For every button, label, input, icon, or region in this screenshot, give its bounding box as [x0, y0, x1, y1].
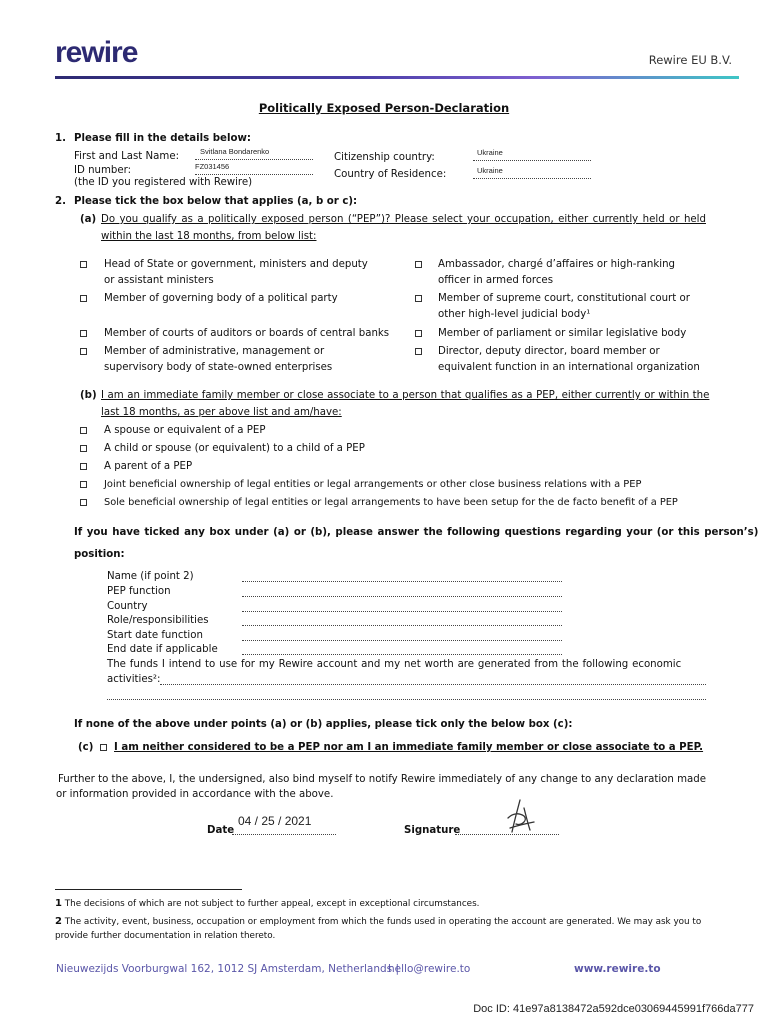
residence-label: Country of Residence:: [334, 169, 447, 180]
option-b-label: (b): [80, 390, 97, 401]
undertaking-line2: or information provided in accordance with the above.: [56, 789, 334, 800]
rewire-logo: rewire: [55, 36, 138, 69]
field-input[interactable]: [242, 570, 562, 582]
option-c-checkbox-icon[interactable]: [100, 744, 107, 751]
checkbox-icon[interactable]: [415, 348, 422, 355]
checkbox-icon[interactable]: [80, 295, 87, 302]
date-label: Date: [207, 825, 235, 836]
checkbox-icon[interactable]: [80, 261, 87, 268]
option-b-text-line1: I am an immediate family member or close associate to a person that qualifies as a PEP, either currently or within the: [101, 390, 710, 401]
date-value: 04 / 25 / 2021: [238, 814, 312, 828]
id-label: ID number:: [74, 165, 132, 176]
field-input[interactable]: [242, 643, 562, 655]
doc-id: Doc ID: 41e97a8138472a592dce03069445991f766da777: [473, 1003, 754, 1015]
checkbox-icon[interactable]: [80, 463, 87, 470]
option-b-text-line2: last 18 months, as per above list and am/have:: [101, 407, 342, 418]
checkbox-icon[interactable]: [80, 499, 87, 506]
field-label: Start date function: [107, 630, 203, 641]
date-field[interactable]: [232, 823, 336, 835]
residence-value: Ukraine: [477, 166, 503, 175]
funds-text-line1: The funds I intend to use for my Rewire account and my net worth are generated from the following economic: [107, 659, 682, 670]
id-value: FZ031456: [195, 162, 230, 171]
option-a-label: (a): [80, 214, 97, 225]
checkbox-icon[interactable]: [80, 481, 87, 488]
followup-heading-line2: position:: [74, 549, 125, 560]
field-label: Name (if point 2): [107, 571, 194, 582]
id-field[interactable]: [195, 163, 313, 175]
id-note: (the ID you registered with Rewire): [74, 177, 253, 188]
citizenship-label: Citizenship country:: [334, 152, 435, 163]
field-input[interactable]: [242, 629, 562, 641]
checkbox-icon[interactable]: [80, 445, 87, 452]
field-label: PEP function: [107, 586, 171, 597]
option-c-label: (c): [78, 742, 94, 753]
field-input[interactable]: [242, 614, 562, 626]
company-name: Rewire EU B.V.: [648, 53, 732, 67]
section2-heading: Please tick the box below that applies (a, b or c):: [74, 196, 358, 207]
signature-label: Signature: [404, 825, 461, 836]
section1-heading: Please fill in the details below:: [74, 133, 251, 144]
option-a-text-line1: Do you qualify as a politically exposed person (“PEP”)? Please select your occupation, either currently held or held: [101, 214, 706, 225]
footnote-1: 1 The decisions of which are not subject to further appeal, except in exceptional circumstances.: [55, 898, 480, 909]
checkbox-icon[interactable]: [415, 330, 422, 337]
citizenship-field[interactable]: [473, 149, 591, 161]
undertaking-line1: Further to the above, I, the undersigned, also bind myself to notify Rewire immediately of any change to any declaration made: [58, 774, 706, 785]
checkbox-icon[interactable]: [80, 348, 87, 355]
page-title: Politically Exposed Person-Declaration: [258, 101, 510, 115]
field-label: End date if applicable: [107, 644, 218, 655]
funds-text-line2: activities²:: [107, 674, 161, 685]
footnote-2: 2 The activity, event, business, occupation or employment from which the funds used in operating the account are generated. We may ask you to provide further documentation in relation thereto.: [55, 916, 702, 941]
name-label: First and Last Name:: [74, 151, 180, 162]
citizenship-value: Ukraine: [477, 148, 503, 157]
option-c-text: I am neither considered to be a PEP nor am I an immediate family member or close associate to a PEP.: [114, 742, 704, 753]
section2-number: 2.: [55, 196, 66, 207]
signature-icon: [502, 798, 538, 836]
footer-address: Nieuwezijds Voorburgwal 162, 1012 SJ Amsterdam, Netherlands |: [56, 963, 400, 975]
funds-input-line1[interactable]: [160, 673, 706, 685]
none-heading: If none of the above under points (a) or (b) applies, please tick only the below box (c):: [74, 719, 573, 730]
field-input[interactable]: [242, 600, 562, 612]
name-value: Svitlana Bondarenko: [200, 147, 270, 156]
footer-email[interactable]: hello@rewire.to: [388, 963, 471, 975]
followup-heading-line1: If you have ticked any box under (a) or (b), please answer the following questions regarding your (or this person’s): [74, 527, 759, 538]
residence-field[interactable]: [473, 167, 591, 179]
field-label: Role/responsibilities: [107, 615, 209, 626]
name-field[interactable]: [195, 148, 313, 160]
footer-website[interactable]: www.rewire.to: [574, 963, 661, 975]
funds-input-line2[interactable]: [107, 688, 706, 700]
checkbox-icon[interactable]: [415, 295, 422, 302]
section1-number: 1.: [55, 133, 66, 144]
field-input[interactable]: [242, 585, 562, 597]
footnote-divider: [55, 889, 242, 890]
checkbox-icon[interactable]: [415, 261, 422, 268]
header-divider: [55, 76, 739, 79]
field-label: Country: [107, 601, 148, 612]
checkbox-icon[interactable]: [80, 330, 87, 337]
checkbox-icon[interactable]: [80, 427, 87, 434]
option-a-text-line2: within the last 18 months, from below list:: [101, 231, 317, 242]
